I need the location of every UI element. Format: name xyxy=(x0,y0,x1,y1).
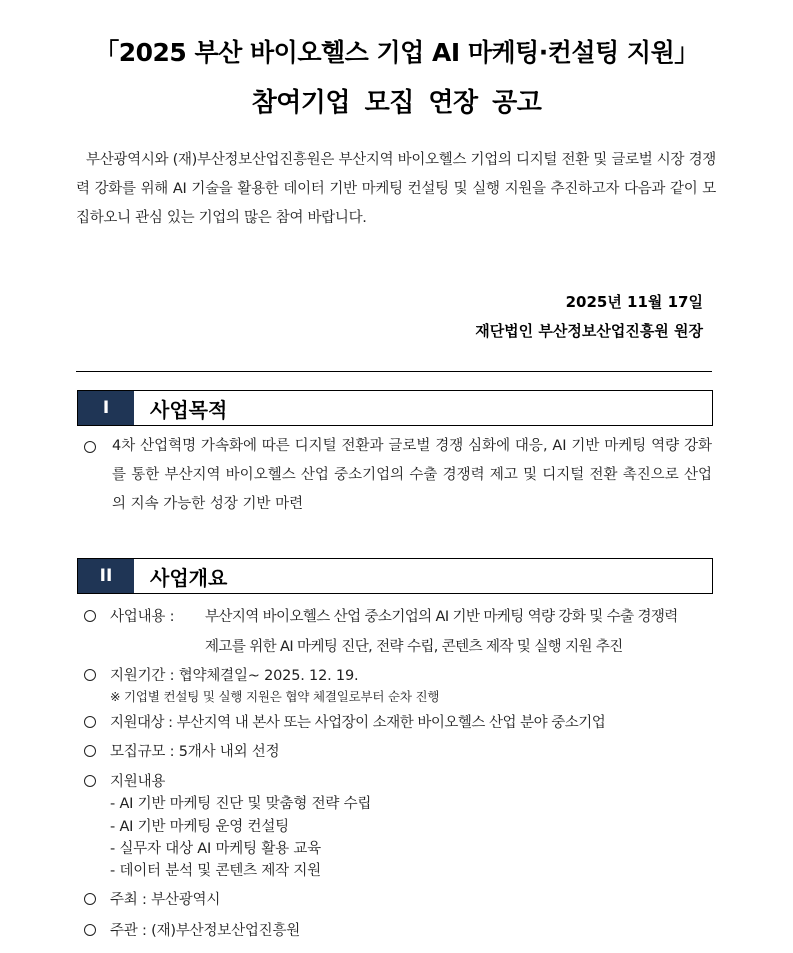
support-period: 지원기간 : 협약체결일~ 2025. 12. 19. xyxy=(110,668,359,684)
section-title: 사업목적 xyxy=(150,397,228,422)
support-content-label: 지원내용 xyxy=(110,774,166,790)
organizing-institution: 주관 : (재)부산정보산업진흥원 xyxy=(110,923,301,939)
circle-bullet-icon xyxy=(84,775,96,787)
support-target: 지원대상 : 부산지역 내 본사 또는 사업장이 소재한 바이오헬스 산업 분야 중소기업 xyxy=(110,715,606,731)
section-header-overview xyxy=(77,558,713,594)
support-period-note: ※ 기업별 컨설팅 및 실행 지원은 협약 체결일로부터 순차 진행 xyxy=(110,689,440,704)
issuing-organization: 재단법인 부산정보산업진흥원 원장 xyxy=(475,322,703,340)
circle-bullet-icon xyxy=(84,924,96,936)
content-line: 부산지역 바이오헬스 산업 중소기업의 AI 기반 마케팅 역량 강화 및 수출 경쟁력 xyxy=(205,609,678,625)
announcement-title-line2: 참여기업 모집 연장 공고 xyxy=(251,88,542,118)
circle-bullet-icon xyxy=(84,441,96,453)
support-item: - AI 기반 마케팅 진단 및 맞춤형 전략 수립 xyxy=(110,796,372,812)
content-label: 사업내용 : xyxy=(110,609,175,625)
circle-bullet-icon xyxy=(84,893,96,905)
host-organization: 주최 : 부산광역시 xyxy=(110,892,221,908)
circle-bullet-icon xyxy=(84,669,96,681)
content-line: 제고를 위한 AI 마케팅 진단, 전략 수립, 콘텐츠 제작 및 실행 지원 추진 xyxy=(205,639,623,655)
announcement-date: 2025년 11월 17일 xyxy=(565,293,703,311)
announcement-title-line1: 「2025 부산 바이오헬스 기업 AI 마케팅·컨설팅 지원」 xyxy=(94,38,699,67)
section-number: II xyxy=(78,559,134,593)
purpose-text: 4차 산업혁명 가속화에 따른 디지털 전환과 글로벌 경쟁 심화에 대응, AI 기반 마케팅 역량 강화를 통한 부산지역 바이오헬스 산업 중소기업의 수출 경쟁력 제고 및 디지털 전환 촉진으로 산업의 지속 가능한 성장 기반 마련 xyxy=(112,438,712,512)
circle-bullet-icon xyxy=(84,610,96,622)
intro-paragraph: 부산광역시와 (재)부산정보산업진흥원은 부산지역 바이오헬스 기업의 디지털 전환 및 글로벌 시장 경쟁력 강화를 위해 AI 기술을 활용한 데이터 기반 마케팅 컨설팅 및 실행 지원을 추진하고자 다음과 같이 모집하오니 관심 있는 기업의 많은 참여 바랍니다. xyxy=(76,152,716,226)
circle-bullet-icon xyxy=(84,716,96,728)
section-header-purpose xyxy=(77,390,713,426)
circle-bullet-icon xyxy=(84,745,96,757)
section-title: 사업개요 xyxy=(150,565,228,590)
support-item: - AI 기반 마케팅 운영 컨설팅 xyxy=(110,819,289,835)
support-item: - 실무자 대상 AI 마케팅 활용 교육 xyxy=(110,841,321,857)
recruitment-scale: 모집규모 : 5개사 내외 선정 xyxy=(110,744,280,760)
section-number: I xyxy=(78,391,134,425)
support-item: - 데이터 분석 및 콘텐츠 제작 지원 xyxy=(110,863,321,879)
divider-line xyxy=(76,371,712,372)
